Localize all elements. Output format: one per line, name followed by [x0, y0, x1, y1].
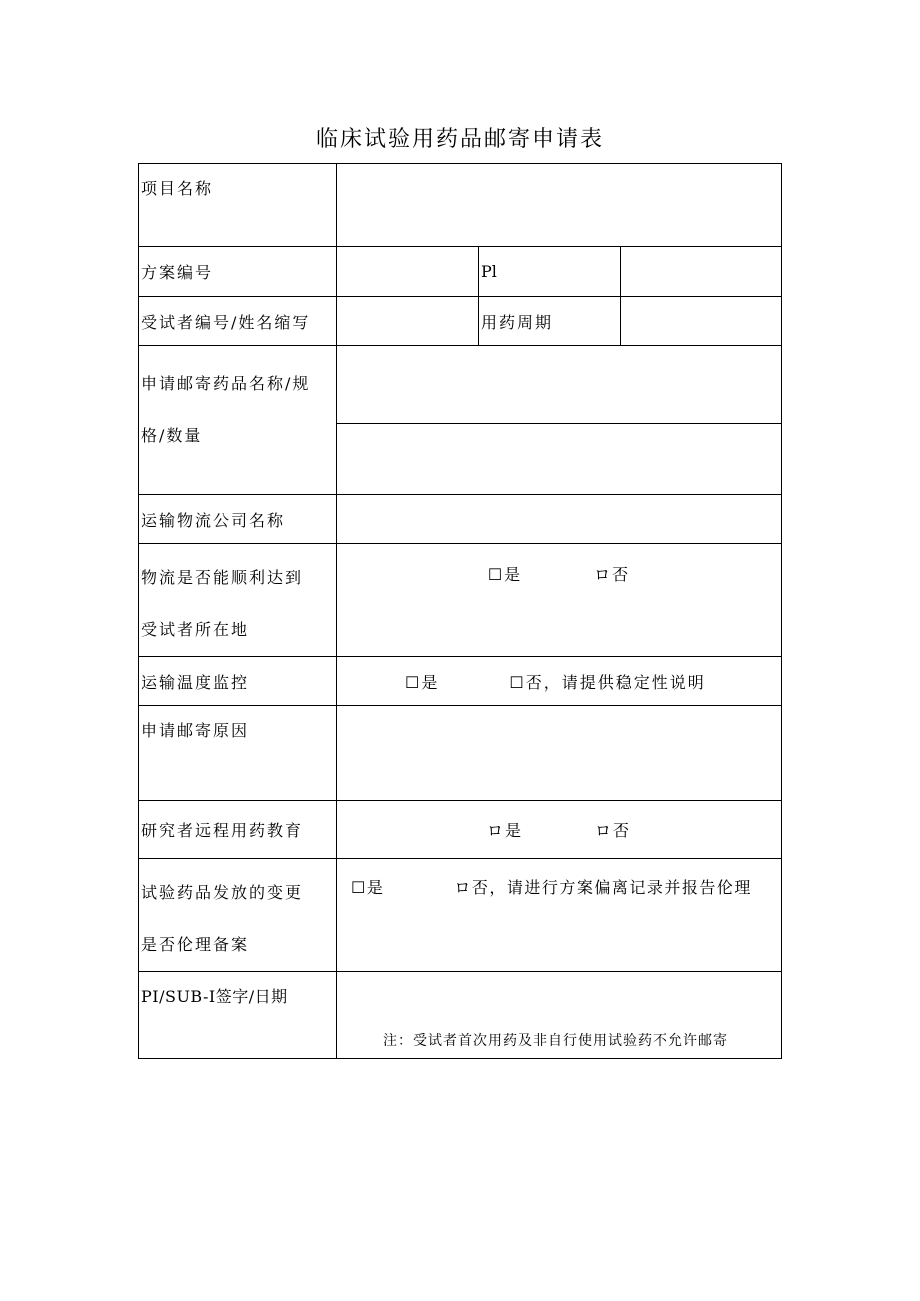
row-reach — [139, 544, 782, 657]
row-logistics — [139, 495, 782, 544]
row-education — [139, 801, 782, 859]
field-drug-spec-2[interactable] — [337, 424, 782, 495]
label-reason: 申请邮寄原因 — [139, 706, 337, 801]
field-logistics-company[interactable] — [337, 495, 782, 544]
application-form-table — [138, 163, 782, 1059]
row-subject — [139, 297, 782, 346]
label-protocol-no: 方案编号 — [139, 247, 337, 297]
row-project-name — [139, 164, 782, 247]
label-reach — [139, 544, 337, 657]
form-title: 临床试验用药品邮寄申请表 — [315, 127, 604, 152]
field-dosing-cycle[interactable] — [621, 297, 782, 346]
label-pi: Pl — [479, 247, 621, 297]
label-dosing-cycle: 用药周期 — [479, 297, 621, 346]
field-reason[interactable] — [337, 706, 782, 801]
field-ethics — [337, 859, 782, 972]
field-subject-id[interactable] — [337, 297, 479, 346]
checkbox-edu-yes[interactable]: ロ是 — [486, 821, 523, 840]
checkbox-edu-no[interactable]: ロ否 — [595, 821, 632, 840]
label-ethics-line2: 是否伦理备案 — [141, 935, 250, 954]
label-logistics-company: 运输物流公司名称 — [139, 495, 337, 544]
field-education — [337, 801, 782, 859]
label-temp-monitor: 运输温度监控 — [139, 657, 337, 706]
label-ethics-line1: 试验药品发放的变更 — [141, 883, 304, 902]
label-subject-id: 受试者编号/姓名缩写 — [139, 297, 337, 346]
label-ethics — [139, 859, 337, 972]
label-drug-spec-line2: 格/数量 — [141, 426, 203, 445]
label-drug-spec-line1: 申请邮寄药品名称/规 — [141, 374, 311, 393]
checkbox-ethics-no[interactable]: ロ否，请进行方案偏离记录并报告伦理 — [454, 878, 752, 897]
field-protocol-no[interactable] — [337, 247, 479, 297]
field-reach — [337, 544, 782, 657]
row-protocol — [139, 247, 782, 297]
checkbox-reach-yes[interactable]: ☐是 — [487, 565, 523, 584]
label-education: 研究者远程用药教育 — [139, 801, 337, 859]
label-reach-line1: 物流是否能顺利达到 — [141, 568, 304, 587]
row-temp — [139, 657, 782, 706]
label-drug-spec — [139, 346, 337, 495]
row-ethics — [139, 859, 782, 972]
label-project-name: 项目名称 — [139, 164, 337, 247]
label-reach-line2: 受试者所在地 — [141, 620, 250, 639]
checkbox-temp-yes[interactable]: ☐是 — [405, 672, 440, 692]
field-pi[interactable] — [621, 247, 782, 297]
field-project-name[interactable] — [337, 164, 782, 247]
field-temp — [337, 657, 782, 706]
footnote: 注：受试者首次用药及非自行使用试验药不允许邮寄 — [383, 1033, 728, 1049]
checkbox-reach-no[interactable]: ロ否 — [594, 565, 631, 584]
field-drug-spec-1[interactable] — [337, 346, 782, 424]
checkbox-ethics-yes[interactable]: ☐是 — [351, 878, 385, 897]
label-signature: PI/SUB-I签字/日期 — [139, 972, 337, 1059]
row-drug-spec-1 — [139, 346, 782, 424]
checkbox-temp-no[interactable]: ☐否，请提供稳定性说明 — [509, 672, 706, 692]
row-reason — [139, 706, 782, 801]
